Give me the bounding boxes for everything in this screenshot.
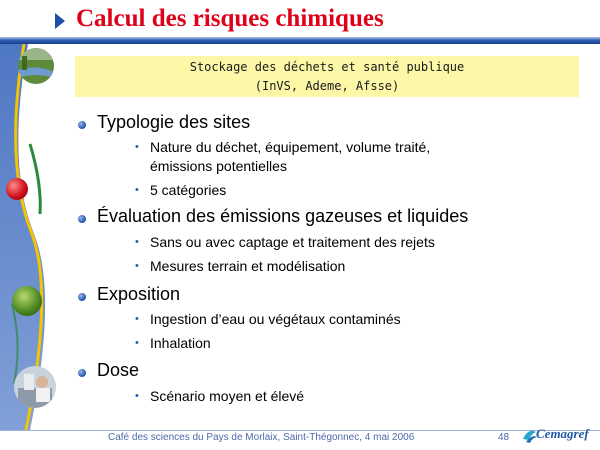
subtitle-line-1: Stockage des déchets et santé publique (189, 60, 465, 74)
sub-bullet-icon: • (135, 236, 139, 248)
list-item: émissions potentielles (150, 158, 287, 174)
slide-title: Calcul des risques chimiques (76, 5, 384, 32)
sub-bullet-icon: • (135, 141, 139, 153)
sub-bullet-icon: • (135, 390, 139, 402)
photo-lab-icon (14, 366, 56, 408)
list-item: Mesures terrain et modélisation (150, 258, 346, 274)
section-heading-dose: Dose (97, 360, 140, 380)
photo-plant-icon (12, 286, 42, 316)
list-item: 5 catégories (150, 182, 227, 198)
sub-bullet-icon: • (135, 184, 139, 196)
section-heading-evaluation: Évaluation des émissions gazeuses et liquides (97, 206, 469, 226)
photo-river-icon (18, 48, 54, 84)
subtitle-line-2: (InVS, Ademe, Afsse) (254, 79, 400, 93)
title-arrow-icon (55, 13, 65, 29)
list-item: Ingestion d’eau ou végétaux contaminés (150, 311, 401, 327)
footer-rule (0, 430, 600, 431)
bullet-icon (78, 215, 86, 223)
list-item: Nature du déchet, équipement, volume traité, (150, 139, 431, 155)
list-item: Scénario moyen et élevé (150, 388, 305, 404)
list-item: Inhalation (150, 335, 211, 351)
sub-bullet-icon: • (135, 313, 139, 325)
sub-bullet-icon: • (135, 260, 139, 272)
title-bar (0, 0, 600, 46)
bullet-icon (78, 121, 86, 129)
bullet-icon (78, 293, 86, 301)
red-sphere-icon (6, 178, 28, 200)
list-item: Sans ou avec captage et traitement des rejets (150, 234, 435, 250)
logo-text: Cemagref (536, 426, 589, 441)
footer-text: Café des sciences du Pays de Morlaix, Saint-Thégonnec, 4 mai 2006 (108, 432, 415, 443)
sub-bullet-icon: • (135, 337, 139, 349)
section-heading-exposition: Exposition (97, 284, 181, 304)
subtitle-box (75, 56, 579, 97)
title-rule (0, 37, 600, 44)
bullet-icon (78, 369, 86, 377)
section-heading-typologie: Typologie des sites (97, 112, 251, 132)
page-number: 48 (498, 432, 510, 443)
